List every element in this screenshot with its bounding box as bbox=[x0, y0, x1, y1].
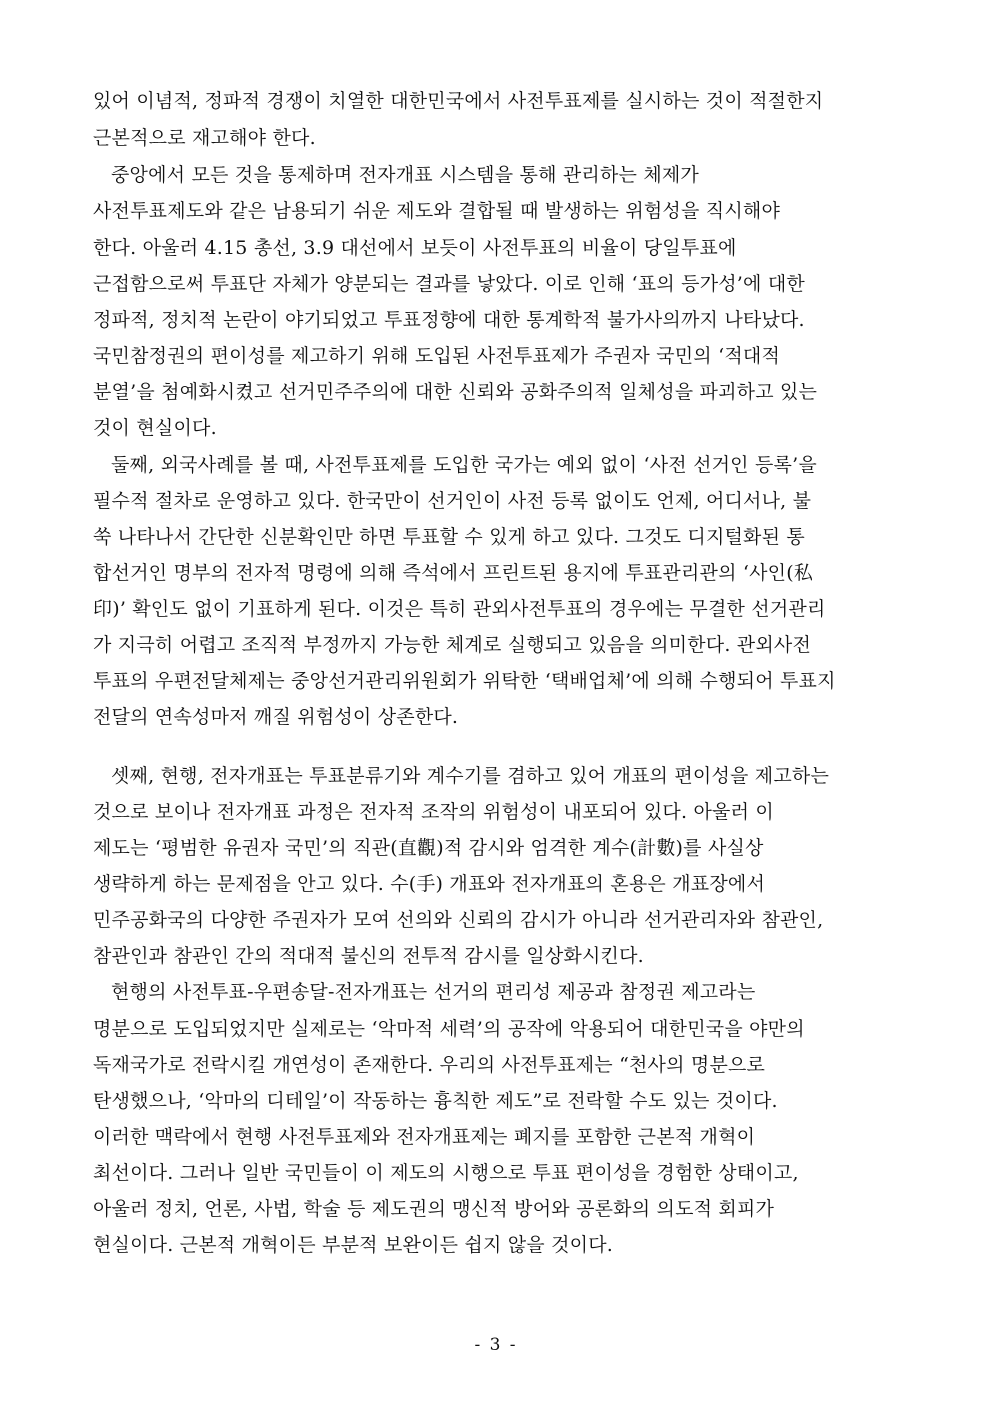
text-line-25: 현행의 사전투표-우편송달-전자개표는 선거의 편리성 제공과 참정권 제고라는 bbox=[111, 981, 756, 1003]
text-line-20: 것으로 보이나 전자개표 과정은 전자적 조작의 위험성이 내포되어 있다. 아울러 이 bbox=[93, 801, 774, 823]
text-line-5: 한다. 아울러 4.15 총선, 3.9 대선에서 보듯이 사전투표의 비율이 당일투표에 bbox=[93, 237, 737, 259]
text-line-26: 명분으로 도입되었지만 실제로는 ‘악마적 세력’의 공작에 악용되어 대한민국을 야만의 bbox=[93, 1018, 805, 1040]
text-line-3: 중앙에서 모든 것을 통제하며 전자개표 시스템을 통해 관리하는 체제가 bbox=[111, 164, 699, 186]
text-line-23: 민주공화국의 다양한 주권자가 모여 선의와 신뢰의 감시가 아니라 선거관리자와 참관인, bbox=[93, 909, 824, 931]
text-line-10: 것이 현실이다. bbox=[93, 417, 217, 439]
text-line-22: 생략하게 하는 문제점을 안고 있다. 수(手) 개표와 전자개표의 혼용은 개표장에서 bbox=[93, 873, 765, 895]
text-line-18: 전달의 연속성마저 깨질 위험성이 상존한다. bbox=[93, 706, 459, 728]
text-line-8: 국민참정권의 편이성를 제고하기 위해 도입된 사전투표제가 주권자 국민의 ‘적대적 bbox=[93, 345, 780, 367]
text-line-19: 셋째, 현행, 전자개표는 투표분류기와 계수기를 겸하고 있어 개표의 편이성을 제고하는 bbox=[111, 765, 830, 787]
text-line-30: 최선이다. 그러나 일반 국민들이 이 제도의 시행으로 투표 편이성을 경험한 상태이고, bbox=[93, 1162, 799, 1184]
text-line-7: 정파적, 정치적 논란이 야기되었고 투표정향에 대한 통계학적 불가사의까지 나타났다. bbox=[93, 309, 805, 331]
text-line-1: 있어 이념적, 정파적 경쟁이 치열한 대한민국에서 사전투표제를 실시하는 것이 적절한지 bbox=[93, 90, 824, 112]
text-line-13: 쑥 나타나서 간단한 신분확인만 하면 투표할 수 있게 하고 있다. 그것도 디지털화된 통 bbox=[93, 526, 805, 548]
text-line-14: 합선거인 명부의 전자적 명령에 의해 즉석에서 프린트된 용지에 투표관리관의 ‘사인(私 bbox=[93, 562, 814, 584]
text-line-28: 탄생했으나, ‘악마의 디테일’이 작동하는 흉칙한 제도”로 전락할 수도 있는 것이다. bbox=[93, 1090, 778, 1112]
text-line-24: 참관인과 참관인 간의 적대적 불신의 전투적 감시를 일상화시킨다. bbox=[93, 945, 644, 967]
text-line-11: 둘째, 외국사례를 볼 때, 사전투표제를 도입한 국가는 예외 없이 ‘사전 선거인 등록’을 bbox=[111, 454, 817, 476]
text-line-12: 필수적 절차로 운영하고 있다. 한국만이 선거인이 사전 등록 없이도 언제, 어디서나, 불 bbox=[93, 490, 812, 512]
text-line-4: 사전투표제도와 같은 남용되기 쉬운 제도와 결합될 때 발생하는 위험성을 직시해야 bbox=[93, 200, 780, 222]
text-line-16: 가 지극히 어렵고 조직적 부정까지 가능한 체계로 실행되고 있음을 의미한다. 관외사전 bbox=[93, 634, 812, 656]
text-line-9: 분열’을 첨예화시켰고 선거민주주의에 대한 신뢰와 공화주의적 일체성을 파괴하고 있는 bbox=[93, 381, 818, 403]
text-line-21: 제도는 ‘평범한 유권자 국민’의 직관(直觀)적 감시와 엄격한 계수(計數)를 사실상 bbox=[93, 837, 764, 859]
text-line-29: 이러한 맥락에서 현행 사전투표제와 전자개표제는 폐지를 포함한 근본적 개혁이 bbox=[93, 1126, 756, 1148]
text-line-2: 근본적으로 재고해야 한다. bbox=[93, 127, 316, 149]
text-line-27: 독재국가로 전락시킬 개연성이 존재한다. 우리의 사전투표제는 “천사의 명분으로 bbox=[93, 1054, 766, 1076]
text-line-17: 투표의 우편전달체제는 중앙선거관리위원회가 위탁한 ‘택배업체’에 의해 수행되어 투표지 bbox=[93, 670, 836, 692]
text-line-6: 근접함으로써 투표단 자체가 양분되는 결과를 낳았다. 이로 인해 ‘표의 등가성’에 대한 bbox=[93, 273, 805, 295]
text-line-15: 印)’ 확인도 없이 기표하게 된다. 이것은 특히 관외사전투표의 경우에는 무결한 선거관리 bbox=[93, 598, 826, 620]
text-line-32: 현실이다. 근본적 개혁이든 부분적 보완이든 쉽지 않을 것이다. bbox=[93, 1234, 614, 1256]
text-line-31: 아울러 정치, 언론, 사법, 학술 등 제도권의 맹신적 방어와 공론화의 의도적 회피가 bbox=[93, 1198, 775, 1220]
page-number: - 3 - bbox=[474, 1335, 518, 1355]
